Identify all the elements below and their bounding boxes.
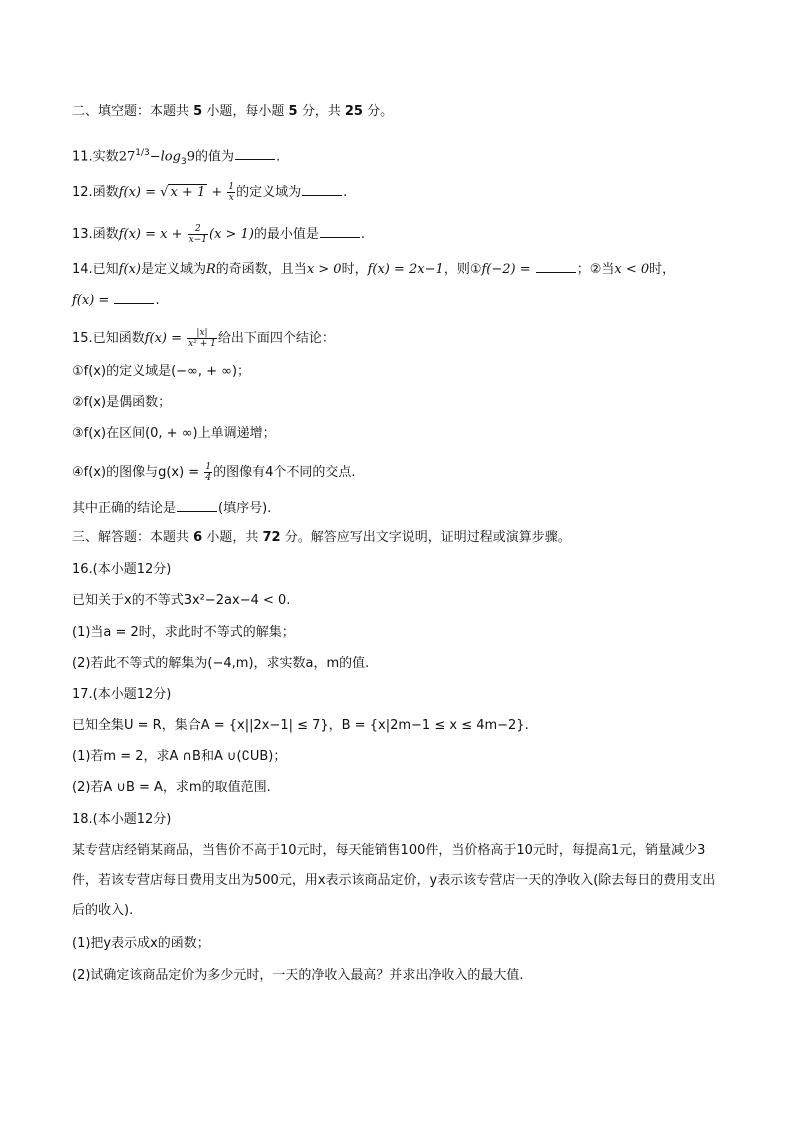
question-14 — [72, 260, 734, 278]
fraction-denominator: x² + 1 — [188, 339, 216, 349]
math-fraction — [188, 224, 208, 245]
math-condition: (x > 1) — [209, 227, 254, 242]
question-number: 15. — [72, 331, 93, 346]
question-15-answer — [72, 499, 734, 517]
conclusion-2: ②f(x)是偶函数； — [72, 395, 172, 410]
question-17-part-1: (1)若m = 2，求A ∩B和A ∪(∁UB)； — [72, 749, 287, 764]
question-16-part-2: (2)若此不等式的解集为(−4,m)，求实数a，m的值. — [72, 656, 370, 671]
question-text: 的值为 — [194, 149, 234, 165]
math-function: f(x) — [118, 227, 141, 242]
math-fraction — [227, 182, 235, 203]
question-17-stem: 已知全集U = R，集合A = {x||2x−1| ≤ 7}，B = {x|2m−1 ≤ x ≤ 4m−2}. — [72, 718, 529, 733]
section-text: 分，共 — [301, 104, 341, 119]
math-expression: f(x) = — [144, 331, 187, 346]
conclusion-3: ③f(x)在区间(0, + ∞)上单调递增； — [72, 426, 276, 441]
points-total: 72 — [262, 530, 281, 545]
answer-blank[interactable] — [320, 225, 360, 238]
math-expression: f(x) = — [72, 293, 114, 308]
question-count: 6 — [193, 530, 203, 545]
points-total: 25 — [344, 104, 363, 119]
math-fraction — [187, 328, 217, 349]
fraction-denominator: 4 — [205, 473, 212, 483]
math-log-arg: 9 — [186, 149, 195, 165]
question-text: 的奇函数，且当 — [215, 262, 307, 277]
math-function: f(x) — [118, 262, 141, 277]
math-condition: x < 0 — [614, 262, 650, 277]
question-text: 时， — [649, 262, 676, 277]
math-operator: − — [149, 149, 161, 165]
question-13 — [72, 224, 734, 245]
math-function: f(x) — [118, 185, 141, 200]
section-text: 分。解答应写出文字说明，证明过程或演算步骤。 — [284, 530, 571, 545]
question-number: 12. — [72, 185, 93, 200]
question-17-part-2: (2)若A ∪B = A，求m的取值范围. — [72, 780, 271, 795]
conclusion-1: ①f(x)的定义域是(−∞, + ∞)； — [72, 364, 251, 379]
question-text: 其中正确的结论是 — [72, 501, 177, 516]
answer-blank[interactable] — [302, 183, 342, 196]
question-text: ；②当 — [576, 262, 615, 277]
fraction-denominator: x — [228, 193, 234, 203]
points-each: 5 — [288, 104, 298, 119]
question-text: ④f(x)的图像与g(x) = — [72, 465, 204, 480]
fraction-numerator: 1 — [205, 462, 212, 472]
question-count: 5 — [193, 104, 203, 119]
math-log-base: 3 — [180, 156, 187, 167]
question-text: . — [343, 185, 348, 200]
question-text: 的最小值是 — [253, 227, 319, 242]
question-17-header: 17.(本小题12分) — [72, 687, 172, 702]
question-18-header: 18.(本小题12分) — [72, 812, 172, 827]
math-fraction — [204, 462, 212, 483]
question-18-part-2: (2)试确定该商品定价为多少元时，一天的净收入最高？并求出净收入的最大值. — [72, 968, 524, 983]
math-operator: = — [141, 185, 161, 200]
question-text: 函数 — [92, 227, 119, 242]
question-text: 已知函数 — [92, 331, 145, 346]
question-15 — [72, 328, 734, 349]
math-expression: f(−2) = — [481, 262, 535, 277]
question-16-part-1: (1)当a = 2时，求此时不等式的解集； — [72, 625, 295, 640]
section-text: 小题，每小题 — [206, 104, 285, 119]
math-symbol: R — [206, 262, 216, 277]
question-text: (填序号). — [218, 501, 272, 516]
section-title-text: 二、填空题：本题共 — [72, 104, 190, 119]
math-expression: f(x) = 2x−1 — [367, 262, 444, 277]
fraction-numerator: 2 — [188, 224, 208, 235]
math-condition: x > 0 — [306, 262, 342, 277]
question-text: . — [360, 227, 366, 242]
fraction-numerator: |x| — [187, 328, 217, 339]
math-exponent: 1/3 — [135, 148, 150, 158]
question-text: 是定义域为 — [140, 262, 206, 277]
question-text: . — [275, 149, 281, 165]
math-radicand: x + 1 — [170, 185, 206, 200]
question-16-stem: 已知关于x的不等式3x²−2ax−4 < 0. — [72, 593, 291, 608]
math-sqrt: √ x + 1 — [160, 185, 206, 200]
fraction-numerator: 1 — [228, 182, 235, 192]
section-text: 小题，共 — [206, 530, 259, 545]
question-text: . — [155, 293, 160, 308]
fraction-denominator: x−1 — [188, 235, 207, 245]
section-fill-in-header — [72, 104, 734, 120]
question-text: 的图像有4个不同的交点. — [213, 465, 356, 480]
question-text: 函数 — [92, 185, 119, 200]
answer-blank[interactable] — [177, 499, 217, 512]
question-14-continued — [72, 291, 734, 309]
math-base: 27 — [118, 149, 136, 165]
answer-blank[interactable] — [114, 291, 154, 304]
answer-blank[interactable] — [235, 147, 275, 160]
conclusion-4 — [72, 462, 734, 483]
question-18-part-1: (1)把y表示成x的函数； — [72, 936, 210, 951]
question-number: 11. — [72, 149, 93, 165]
question-text: ，则① — [443, 262, 482, 277]
section-solve-header — [72, 530, 734, 546]
question-number: 13. — [72, 227, 93, 242]
question-text: 实数 — [92, 149, 119, 165]
question-11 — [72, 145, 734, 170]
question-12 — [72, 182, 734, 203]
math-log: log — [160, 149, 181, 165]
section-title-text: 三、解答题：本题共 — [72, 530, 190, 545]
question-16-header: 16.(本小题12分) — [72, 562, 172, 577]
question-text: 时， — [341, 262, 368, 277]
question-18-stem: 某专营店经销某商品，当售价不高于10元时，每天能销售100件，当价格高于10元时，每提高1元，销量减少3件，若该专营店每日费用支出为500元，用x表示该商品定价，y表示该专营店一天的净收入(除去每日的费用支出后的收入). — [72, 843, 716, 918]
question-text: 给出下面四个结论： — [217, 331, 335, 346]
math-operator: + — [207, 185, 227, 200]
section-text: 分。 — [367, 104, 394, 119]
question-text: 14.已知 — [72, 262, 119, 277]
answer-blank[interactable] — [536, 260, 576, 273]
question-text: 的定义域为 — [236, 185, 302, 200]
math-expression: = x + — [141, 227, 187, 242]
